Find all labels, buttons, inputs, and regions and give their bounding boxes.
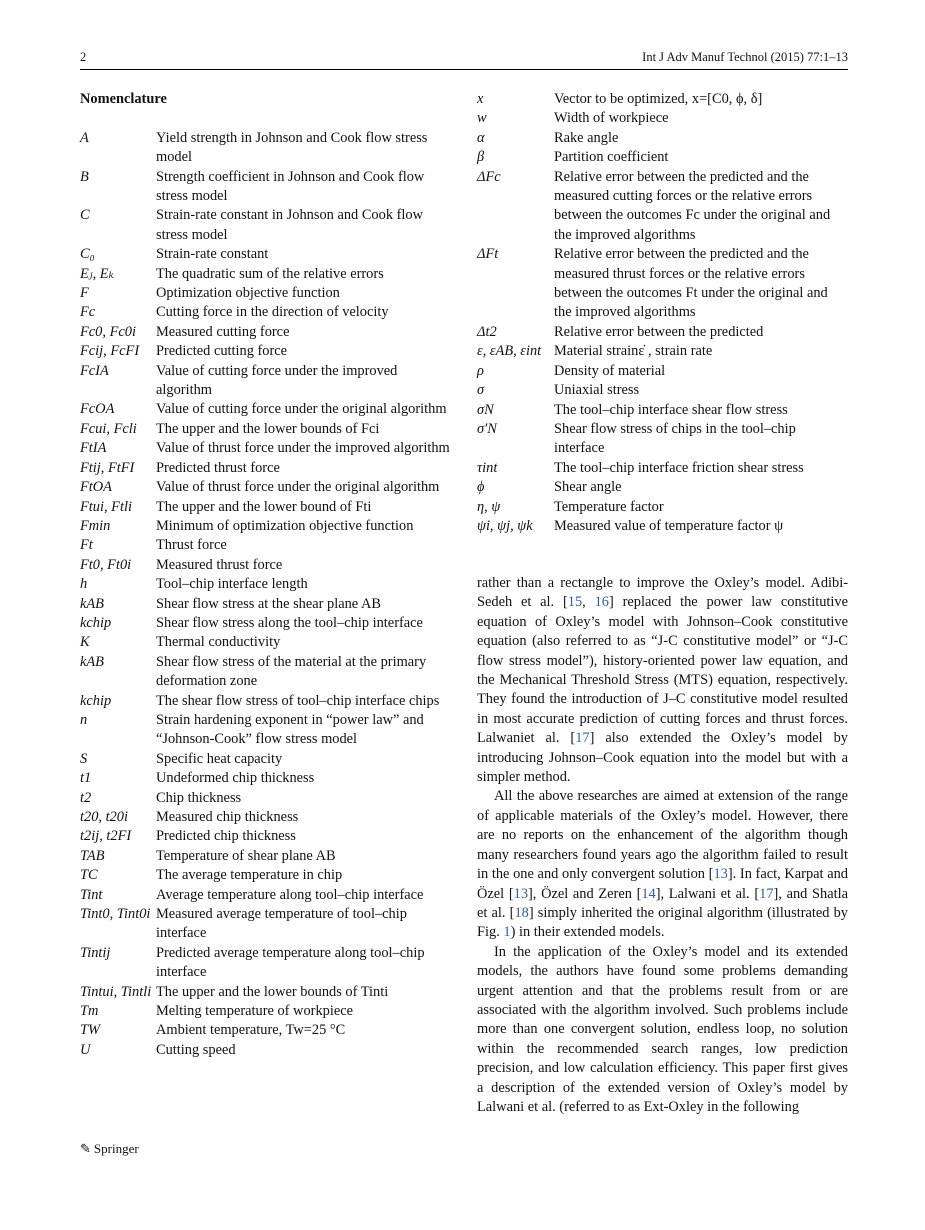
nomenclature-symbol: Tintui, Tintli: [80, 983, 152, 1000]
nomenclature-symbol: σN: [477, 401, 494, 418]
citation-link[interactable]: 16: [594, 594, 609, 611]
nomenclature-definition: Undeformed chip thickness: [156, 770, 315, 787]
nomenclature-definition: Measured value of temperature factor ψ: [554, 517, 784, 534]
nomenclature-row: [80, 556, 455, 575]
nomenclature-symbol: kAB: [80, 595, 104, 612]
nomenclature-definition: The upper and the lower bound of Fti: [156, 498, 372, 515]
publisher-name: Springer: [93, 1141, 139, 1156]
nomenclature-definition: Strain-rate constant: [156, 246, 269, 263]
nomenclature-definition: Minimum of optimization objective function: [156, 517, 414, 534]
body-text: [477, 574, 848, 1117]
nomenclature-definition: Partition coefficient: [554, 149, 669, 166]
nomenclature-definition: Temperature factor: [554, 498, 664, 515]
nomenclature-row: [477, 381, 848, 400]
nomenclature-row: [80, 245, 455, 264]
nomenclature-symbol: Ftui, Ftli: [80, 498, 132, 515]
nomenclature-row: [80, 478, 455, 497]
nomenclature-right-column: [477, 90, 848, 536]
nomenclature-symbol: α: [477, 129, 485, 146]
nomenclature-symbol: F: [80, 285, 89, 302]
nomenclature-symbol: ψi, ψj, ψk: [477, 517, 533, 534]
nomenclature-definition: Cutting force in the direction of velocity: [156, 304, 389, 321]
nomenclature-definition: Measured cutting force: [156, 323, 290, 340]
nomenclature-definition: Value of thrust force under the improved algorithm: [156, 440, 450, 457]
nomenclature-table-right: [477, 90, 848, 536]
nomenclature-symbol: Tint: [80, 886, 103, 903]
nomenclature-row: [80, 420, 455, 439]
nomenclature-definition: Predicted thrust force: [156, 459, 280, 476]
header-rule: [80, 69, 848, 70]
nomenclature-row: [80, 362, 455, 401]
nomenclature-symbol: FtIA: [80, 440, 107, 457]
nomenclature-definition: Measured chip thickness: [156, 809, 299, 826]
nomenclature-row: [80, 944, 455, 983]
nomenclature-row: [477, 129, 848, 148]
nomenclature-definition: Measured thrust force: [156, 556, 283, 573]
nomenclature-left-column: [80, 90, 455, 1060]
nomenclature-symbol: Fcij, FcFI: [80, 343, 140, 360]
nomenclature-symbol: kchip: [80, 614, 112, 631]
nomenclature-symbol: h: [80, 576, 88, 593]
nomenclature-row: [80, 400, 455, 419]
nomenclature-symbol: B: [80, 168, 89, 185]
nomenclature-symbol: w: [477, 110, 487, 127]
nomenclature-symbol: Fc: [80, 304, 96, 321]
page-number: 2: [80, 50, 87, 64]
nomenclature-definition: Value of cutting force under the original algorithm: [156, 401, 447, 418]
nomenclature-definition: Width of workpiece: [554, 110, 669, 127]
nomenclature-definition: Optimization objective function: [156, 285, 340, 302]
nomenclature-definition: Shear flow stress of the material at the primary deformation zone: [156, 653, 427, 690]
springer-logo-icon: ✎: [80, 1141, 91, 1156]
nomenclature-symbol: FcOA: [80, 401, 115, 418]
nomenclature-row: [80, 517, 455, 536]
nomenclature-symbol: Ftij, FtFI: [80, 459, 135, 476]
nomenclature-row: [477, 148, 848, 167]
nomenclature-definition: The upper and the lower bounds of Fci: [156, 420, 380, 437]
citation-link[interactable]: 17: [575, 730, 590, 747]
nomenclature-symbol: t1: [80, 770, 92, 787]
nomenclature-title: Nomenclature: [80, 91, 167, 107]
nomenclature-definition: Measured average temperature of tool–chip interface: [156, 906, 407, 942]
nomenclature-row: [477, 109, 848, 128]
nomenclature-definition: The upper and the lower bounds of Tinti: [156, 983, 389, 1000]
nomenclature-row: [80, 1021, 455, 1040]
nomenclature-symbol: TAB: [80, 847, 105, 864]
nomenclature-definition: The tool–chip interface shear flow stress: [554, 401, 788, 418]
nomenclature-symbol: C: [80, 207, 90, 224]
nomenclature-symbol: ΔFc: [477, 168, 501, 185]
nomenclature-symbol: ΔFt: [477, 246, 499, 263]
nomenclature-symbol: kchip: [80, 692, 112, 709]
nomenclature-row: [80, 129, 455, 168]
nomenclature-symbol: Tm: [80, 1003, 99, 1020]
nomenclature-definition: Temperature of shear plane AB: [156, 847, 336, 864]
figure-link[interactable]: 1: [503, 924, 511, 941]
nomenclature-symbol: Tint0, Tint0i: [80, 906, 151, 923]
nomenclature-row: [80, 284, 455, 303]
nomenclature-definition: Shear angle: [554, 479, 622, 496]
nomenclature-definition: Shear flow stress of chips in the tool–chip interface: [554, 420, 796, 457]
nomenclature-symbol: Fcui, Fcli: [80, 420, 137, 437]
nomenclature-row: [477, 420, 848, 459]
nomenclature-row: [80, 498, 455, 517]
nomenclature-row: [80, 595, 455, 614]
nomenclature-definition: Predicted average temperature along tool–chip interface: [156, 944, 425, 981]
nomenclature-row: [80, 866, 455, 885]
nomenclature-row: [80, 711, 455, 750]
nomenclature-definition: The tool–chip interface friction shear stress: [554, 459, 804, 476]
nomenclature-symbol: FtOA: [80, 479, 112, 496]
nomenclature-symbol: t20, t20i: [80, 809, 128, 826]
nomenclature-symbol: x: [477, 91, 484, 107]
nomenclature-symbol: Ft0, Ft0i: [80, 556, 132, 573]
nomenclature-row: [80, 692, 455, 711]
nomenclature-row: [477, 342, 848, 361]
nomenclature-row: [80, 575, 455, 594]
nomenclature-symbol: Fc0, Fc0i: [80, 323, 136, 340]
nomenclature-symbol: K: [80, 634, 90, 651]
nomenclature-symbol: TC: [80, 867, 98, 884]
nomenclature-row: [80, 303, 455, 322]
nomenclature-definition: Tool–chip interface length: [156, 576, 308, 593]
nomenclature-definition: Predicted chip thickness: [156, 828, 296, 845]
nomenclature-row: [80, 653, 455, 692]
nomenclature-symbol: ρ: [477, 362, 484, 379]
nomenclature-row: [477, 245, 848, 323]
nomenclature-row: [80, 265, 455, 284]
nomenclature-row: [80, 206, 455, 245]
nomenclature-symbol: ε, εAB, εint: [477, 343, 542, 360]
citation-link[interactable]: 15: [567, 594, 583, 611]
nomenclature-row: [477, 478, 848, 497]
nomenclature-symbol: t2ij, t2FI: [80, 828, 132, 845]
nomenclature-symbol: Ft: [80, 537, 93, 554]
nomenclature-symbol: Eⱼ, Eₖ: [80, 265, 114, 282]
nomenclature-row: [477, 90, 848, 109]
journal-citation: Int J Adv Manuf Technol (2015) 77:1–13: [642, 50, 848, 64]
nomenclature-row: [477, 362, 848, 381]
nomenclature-symbol: σ: [477, 382, 485, 399]
nomenclature-symbol: n: [80, 711, 88, 728]
nomenclature-definition: The quadratic sum of the relative errors: [156, 265, 384, 282]
nomenclature-symbol: C₀: [80, 246, 95, 263]
nomenclature-definition: Value of cutting force under the improved algorithm: [156, 362, 398, 399]
nomenclature-table-left: [80, 129, 455, 1061]
nomenclature-definition: Strength coefficient in Johnson and Cook flow stress model: [156, 168, 425, 205]
nomenclature-row: [80, 905, 455, 944]
nomenclature-definition: Shear flow stress at the shear plane AB: [156, 595, 381, 612]
nomenclature-row: [477, 459, 848, 478]
nomenclature-symbol: kAB: [80, 653, 104, 670]
nomenclature-symbol: Tintij: [80, 944, 111, 961]
nomenclature-symbol: U: [80, 1041, 91, 1058]
nomenclature-row: [80, 1002, 455, 1021]
nomenclature-row: [80, 1041, 455, 1060]
nomenclature-symbol: η, ψ: [477, 498, 501, 515]
nomenclature-row: [477, 323, 848, 342]
nomenclature-definition: Density of material: [554, 362, 666, 379]
running-header: [80, 50, 848, 68]
nomenclature-definition: Average temperature along tool–chip interface: [156, 886, 424, 903]
paragraph: rather than a rectangle to improve the Oxley’s model. Adibi-Sedeh et al. [15, 16] replaced the power law constitutive equation of Oxley’s model with Johnson–Cook constitutive equation (also referred to as “J-C constitutive model” or “J-C flow stress model”), history-oriented power law equation, and the Mechanical Threshold Stress (MTS) equation, respectively. They found the introduction of J–C constitutive model resulted in most accurate prediction of cutting forces and thrust forces. Lalwaniet al. [17] also extended the Oxley’s model by introducing Johnson–Cook equation into the model but with a simpler method.: [477, 575, 849, 786]
nomenclature-definition: Rake angle: [554, 129, 619, 146]
nomenclature-row: [80, 847, 455, 866]
citation-link[interactable]: 13: [713, 866, 728, 883]
nomenclature-definition: Thrust force: [156, 537, 227, 554]
nomenclature-symbol: Δt2: [477, 323, 497, 340]
nomenclature-row: [80, 614, 455, 633]
nomenclature-row: [80, 827, 455, 846]
nomenclature-symbol: S: [80, 750, 88, 767]
nomenclature-row: [80, 789, 455, 808]
nomenclature-row: [80, 886, 455, 905]
citation-link[interactable]: 18: [514, 904, 529, 921]
nomenclature-definition: Yield strength in Johnson and Cook flow stress model: [156, 129, 428, 166]
nomenclature-row: [80, 633, 455, 652]
nomenclature-row: [80, 168, 455, 207]
nomenclature-definition: The average temperature in chip: [156, 867, 343, 884]
nomenclature-definition: Thermal conductivity: [156, 634, 281, 651]
nomenclature-row: [80, 323, 455, 342]
nomenclature-definition: Cutting speed: [156, 1041, 236, 1058]
nomenclature-definition: Relative error between the predicted and the measured cutting forces or the relative errors between the outcomes Fc under the original and the improved algorithms: [554, 168, 831, 243]
nomenclature-definition: Relative error between the predicted: [554, 323, 764, 340]
citation-link[interactable]: 13: [513, 885, 529, 902]
nomenclature-definition: Strain hardening exponent in “power law” and “Johnson-Cook” flow stress model: [156, 711, 424, 748]
nomenclature-definition: Chip thickness: [156, 789, 242, 806]
paragraph: In the application of the Oxley’s model and its extended models, the authors have found some problems demanding urgent attention and that the problems result from or are associated with the algorithm involved. Such problems include more than one convergent solution, endless loop, no solution within the recommended search ranges, low prediction precision, and low calculation efficiency. This paper first gives a description of the extended version of Oxley’s model by Lalwani et al. (referred to as Ext-Oxley in the following: [477, 943, 848, 1115]
nomenclature-symbol: TW: [80, 1022, 100, 1039]
citation-link[interactable]: 17: [759, 885, 774, 902]
nomenclature-symbol: FcIA: [80, 362, 109, 379]
nomenclature-row: [80, 808, 455, 827]
nomenclature-symbol: ϕ: [477, 479, 485, 496]
nomenclature-row: [80, 983, 455, 1002]
publisher-footer: [80, 1141, 139, 1157]
nomenclature-definition: Predicted cutting force: [156, 343, 288, 360]
nomenclature-row: [80, 439, 455, 458]
nomenclature-definition: Material strainε̇ , strain rate: [554, 343, 713, 360]
nomenclature-definition: Melting temperature of workpiece: [156, 1003, 353, 1020]
nomenclature-definition: Value of thrust force under the original algorithm: [156, 479, 440, 496]
nomenclature-symbol: A: [80, 129, 89, 146]
paragraph: All the above researches are aimed at extension of the range of applicable materials of the Oxley’s model. However, there are no reports on the enhancement of the algorithm though many researchers found years ago the algorithm failed to result in the one and only convergent solution [13]. In fact, Karpat and Özel [13], Özel and Zeren [14], Lalwani et al. [17], and Shatla et al. [18] simply inherited the original algorithm (illustrated by Fig. 1) in their extended models.: [477, 788, 848, 941]
nomenclature-row: [477, 517, 848, 536]
nomenclature-row: [80, 769, 455, 788]
nomenclature-row: [80, 750, 455, 769]
nomenclature-row: [477, 498, 848, 517]
nomenclature-row: [477, 401, 848, 420]
nomenclature-row: [80, 459, 455, 478]
nomenclature-definition: Ambient temperature, Tw=25 °C: [156, 1022, 346, 1039]
nomenclature-definition: Shear flow stress along the tool–chip interface: [156, 614, 423, 631]
nomenclature-symbol: t2: [80, 789, 92, 806]
nomenclature-symbol: σ′N: [477, 420, 497, 437]
nomenclature-row: [477, 168, 848, 246]
nomenclature-symbol: β: [477, 149, 485, 166]
nomenclature-definition: The shear flow stress of tool–chip interface chips: [156, 692, 440, 709]
nomenclature-definition: Uniaxial stress: [554, 382, 640, 399]
nomenclature-definition: Relative error between the predicted and the measured thrust forces or the relative errors between the outcomes Ft under the original and the improved algorithms: [554, 246, 828, 321]
nomenclature-definition: Vector to be optimized, x=[C0, ϕ, δ]: [554, 91, 763, 107]
nomenclature-symbol: τint: [477, 459, 498, 476]
nomenclature-row: [80, 342, 455, 361]
nomenclature-symbol: Fmin: [80, 517, 111, 534]
nomenclature-definition: Strain-rate constant in Johnson and Cook flow stress model: [156, 207, 423, 243]
nomenclature-row: [80, 536, 455, 555]
citation-link[interactable]: 14: [641, 885, 656, 902]
nomenclature-definition: Specific heat capacity: [156, 750, 283, 767]
